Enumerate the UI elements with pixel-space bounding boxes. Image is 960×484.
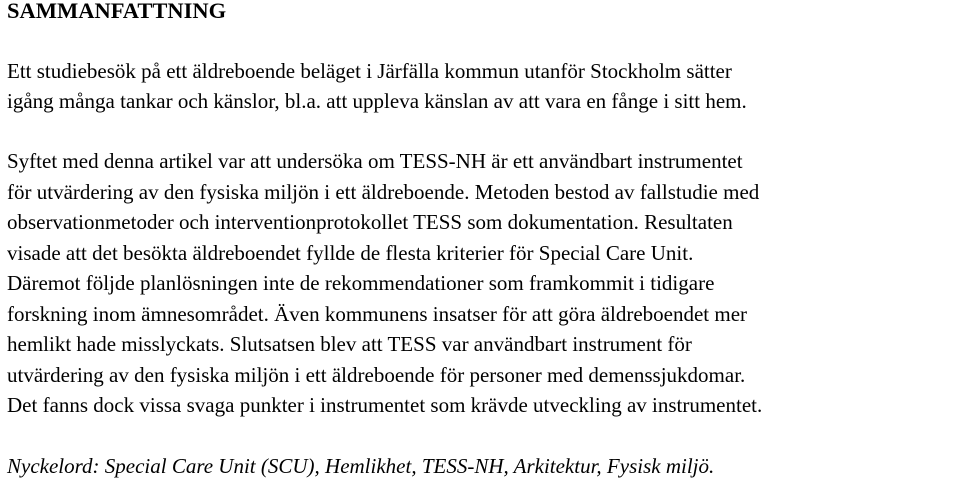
paragraph-line: forskning inom ämnesområdet. Även kommunens insatser för att göra äldreboendet mer [7, 302, 748, 326]
section-heading: SAMMANFATTNING [7, 0, 227, 23]
paragraph-line: utvärdering av den fysiska miljön i ett äldreboende för personer med demenssjukdomar. [7, 363, 746, 387]
paragraph-line: visade att det besökta äldreboendet fyllde de flesta kriterier för Special Care Unit. [7, 241, 694, 265]
paragraph-line: Syftet med denna artikel var att undersöka om TESS-NH är ett användbart instrumentet [7, 149, 743, 173]
paragraph-line: Däremot följde planlösningen inte de rekommendationer som framkommit i tidigare [7, 271, 715, 295]
paragraph-line: för utvärdering av den fysiska miljön i ett äldreboende. Metoden bestod av fallstudie med [7, 180, 760, 204]
paragraph-line: hemlikt hade misslyckats. Slutsatsen blev att TESS var användbart instrument för [7, 332, 692, 356]
paragraph-line: Ett studiebesök på ett äldreboende beläget i Järfälla kommun utanför Stockholm sätter [7, 59, 732, 83]
paragraph-line: Det fanns dock vissa svaga punkter i instrumentet som krävde utveckling av instrumentet. [7, 393, 763, 417]
paragraph-line: igång många tankar och känslor, bl.a. att uppleva känslan av att vara en fånge i sitt hem. [7, 89, 747, 113]
paragraph-line: observationmetoder och interventionprotokollet TESS som dokumentation. Resultaten [7, 210, 733, 234]
keywords-line: Nyckelord: Special Care Unit (SCU), Hemlikhet, TESS-NH, Arkitektur, Fysisk miljö. [7, 454, 715, 478]
